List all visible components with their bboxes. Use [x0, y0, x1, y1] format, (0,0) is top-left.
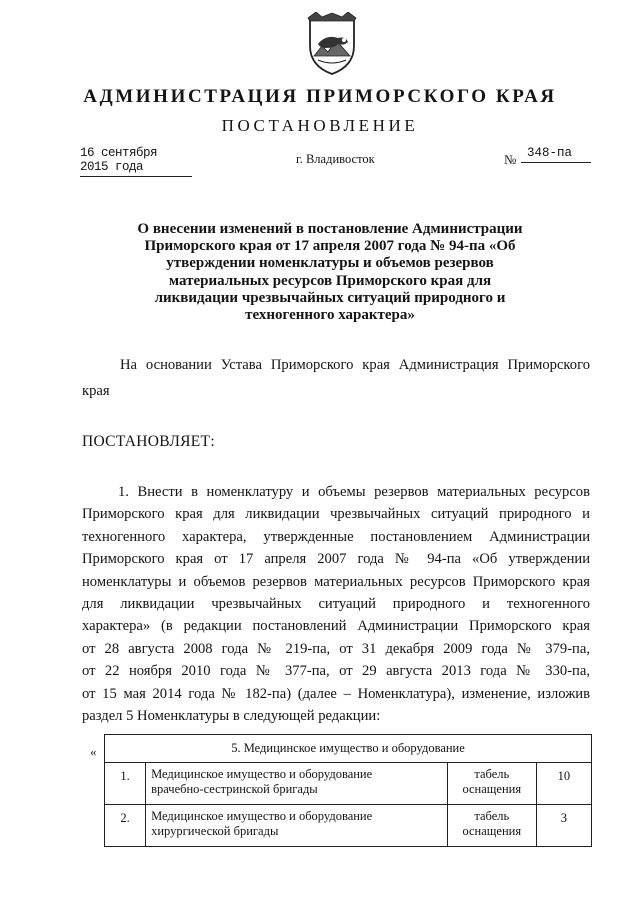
paragraph-1	[82, 481, 590, 727]
row-name	[146, 805, 448, 847]
title-line: материальных ресурсов Приморского края для	[168, 272, 492, 289]
paragraph-line: от 22 ноября 2010 года № 377-па, от 29 августа 2013 года № 330-па,	[82, 663, 590, 680]
title-line: утверждении номенклатуры и объемов резервов	[166, 255, 494, 272]
paragraph-line: от 15 мая 2014 года № 182-па) (далее – Номенклатура), изменение, изложив	[82, 685, 590, 702]
number-prefix: №	[504, 152, 517, 167]
row-number: 2.	[105, 805, 146, 847]
coat-of-arms-icon	[304, 12, 360, 76]
paragraph-line: 1. Внести в номенклатуру и объемы резервов материальных ресурсов	[118, 484, 590, 500]
row-quantity: 10	[536, 763, 591, 805]
row-number: 1.	[105, 763, 146, 805]
resources-table	[104, 734, 592, 847]
row-unit-line: табель	[474, 809, 510, 823]
organization-name: АДМИНИСТРАЦИЯ ПРИМОРСКОГО КРАЯ	[83, 86, 557, 107]
basis-line: На основании Устава Приморского края Администрация Приморского	[120, 357, 590, 373]
paragraph-line: Приморского края для ликвидации чрезвычайных ситуаций природного и	[82, 506, 590, 523]
row-unit	[447, 763, 536, 805]
title-line: О внесении изменений в постановление Администрации	[137, 221, 523, 237]
basis-line: края	[82, 383, 110, 399]
row-unit-line: оснащения	[462, 782, 522, 796]
table-row	[105, 805, 592, 847]
row-name	[146, 763, 448, 805]
open-quote: «	[90, 744, 97, 759]
title-line: ликвидации чрезвычайных ситуаций природного и	[154, 289, 506, 306]
row-quantity: 3	[536, 805, 591, 847]
paragraph-line: техногенного характера, утвержденные постановлением Администрации	[82, 528, 590, 545]
row-name-line: Медицинское имущество и оборудование	[151, 767, 373, 781]
title-line: техногенного характера»	[245, 307, 415, 324]
document-city: г. Владивосток	[296, 152, 375, 166]
row-name-line: врачебно-сестринской бригады	[151, 782, 318, 796]
row-unit	[447, 805, 536, 847]
row-name-line: хирургической бригады	[151, 824, 279, 838]
paragraph-line: для ликвидации чрезвычайных ситуаций природного и техногенного	[82, 595, 590, 612]
paragraph-line: номенклатуры и объемов резервов материальных ресурсов Приморского края	[82, 573, 590, 590]
document-date: 16 сентября 2015 года	[80, 146, 192, 177]
paragraph-line: раздел 5 Номенклатуры в следующей редакции:	[82, 707, 381, 724]
paragraph-line: от 28 августа 2008 года № 219-па, от 31 декабря 2009 года № 379-па,	[82, 640, 590, 657]
decree-word: ПОСТАНОВЛЯЕТ:	[82, 433, 215, 450]
row-name-line: Медицинское имущество и оборудование	[151, 809, 373, 823]
table-section-row	[105, 735, 592, 763]
document-type: ПОСТАНОВЛЕНИЕ	[221, 116, 419, 135]
table-row	[105, 763, 592, 805]
document-number: 348-па	[521, 146, 591, 163]
paragraph-line: Приморского края от 17 апреля 2007 года № 94-па «Об утверждении	[82, 551, 590, 568]
row-unit-line: оснащения	[462, 824, 522, 838]
section-title: 5. Медицинское имущество и оборудование	[105, 735, 592, 763]
paragraph-line: характера» (в редакции постановлений Администрации Приморского края	[82, 618, 590, 635]
title-line: Приморского края от 17 апреля 2007 года № 94-па «Об	[144, 238, 516, 255]
document-title	[120, 221, 540, 324]
row-unit-line: табель	[474, 767, 510, 781]
